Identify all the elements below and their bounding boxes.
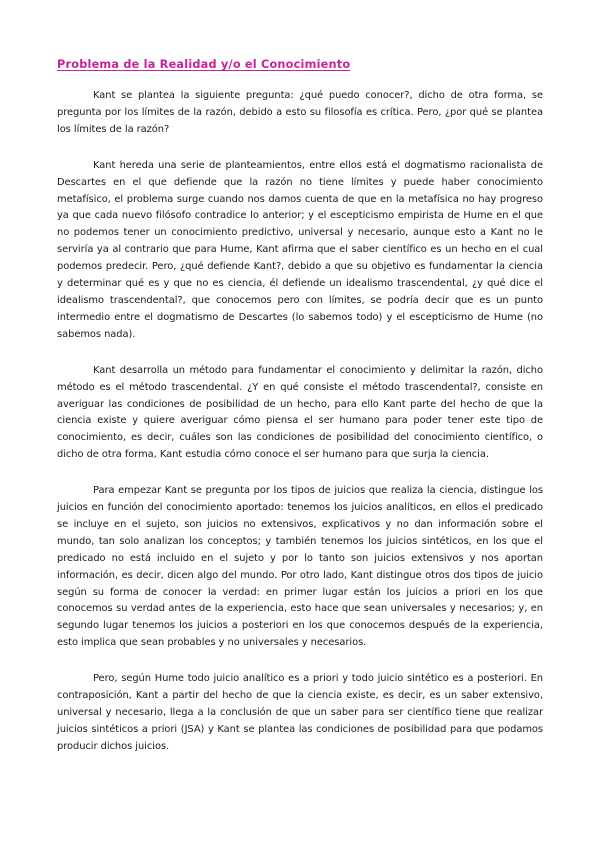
paragraph-1: Kant se plantea la siguiente pregunta: ¿qué puedo conocer?, dicho de otra forma, se pregunta por los límites de la razón, debido a esto su filosofía es crítica. Pero, ¿por qué se plantea los límites de la razón? <box>57 90 543 135</box>
paragraph-4: Para empezar Kant se pregunta por los tipos de juicios que realiza la ciencia, distingue los juicios en función del conocimiento aportado: tenemos los juicios analíticos, en ellos el predicado se incluye en el sujeto, son juicios no extensivos, explicativos y no dan información sobre el mundo, tan solo analizan los conceptos; y también tenemos los juicios sintéticos, en los que el predicado no está incluido en el sujeto y por lo tanto son juicios extensivos y nos aportan información, es decir, dicen algo del mundo. Por otro lado, Kant distingue otros dos tipos de juicio según su forma de conocer la verdad: en primer lugar están los juicios a priori en los que conocemos su verdad antes de la experiencia, esto hace que sean universales y necesarios; y, en segundo lugar tenemos los juicios a posteriori en los que conocemos después de la experiencia, esto implica que sean probables y no universales y necesarios. <box>57 485 543 649</box>
paragraph-5: Pero, según Hume todo juicio analítico es a priori y todo juicio sintético es a posteriori. En contraposición, Kant a partir del hecho de que la ciencia existe, es decir, es un saber extensivo, universal y necesario, llega a la conclusión de que un saber para ser científico tiene que realizar juicios sintéticos a priori (JSA) y Kant se plantea las condiciones de posibilidad para que podamos producir dichos juicios. <box>57 673 543 752</box>
document-title: Problema de la Realidad y/o el Conocimiento <box>57 58 351 71</box>
paragraph-2: Kant hereda una serie de planteamientos, entre ellos está el dogmatismo racionalista de Descartes en el que defiende que la razón no tiene límites y puede haber conocimiento metafísico, el problema surge cuando nos damos cuenta de que en la metafísica no hay progreso ya que cada nuevo filósofo contradice lo anterior; y el escepticismo empirista de Hume en el que no podemos tener un conocimiento predictivo, universal y necesario, aunque esto a Kant no le serviría ya al contrario que para Hume, Kant afirma que el saber científico es un hecho en el cual podemos predecir. Pero, ¿qué defiende Kant?, debido a que su objetivo es fundamentar la ciencia y determinar qué es y que no es ciencia, él defiende un idealismo trascendental, ¿y qué dice el idealismo trascendental?, que conocemos pero con límites, se podría decir que es un punto intermedio entre el dogmatismo de Descartes (lo sabemos todo) y el escepticismo de Hume (no sabemos nada). <box>57 159 543 340</box>
paragraph-3: Kant desarrolla un método para fundamentar el conocimiento y delimitar la razón, dicho método es el método trascendental. ¿Y en qué consiste el método trascendental?, consiste en averiguar las condiciones de posibilidad de un hecho, para ello Kant parte del hecho de que la ciencia existe y quiere averiguar cómo piensa el ser humano para poder tener este tipo de conocimiento, es decir, cuáles son las condiciones de posibilidad del conocimiento científico, o dicho de otra forma, Kant estudia cómo conoce el ser humano para que surja la ciencia. <box>57 364 543 461</box>
document-page <box>57 57 543 775</box>
